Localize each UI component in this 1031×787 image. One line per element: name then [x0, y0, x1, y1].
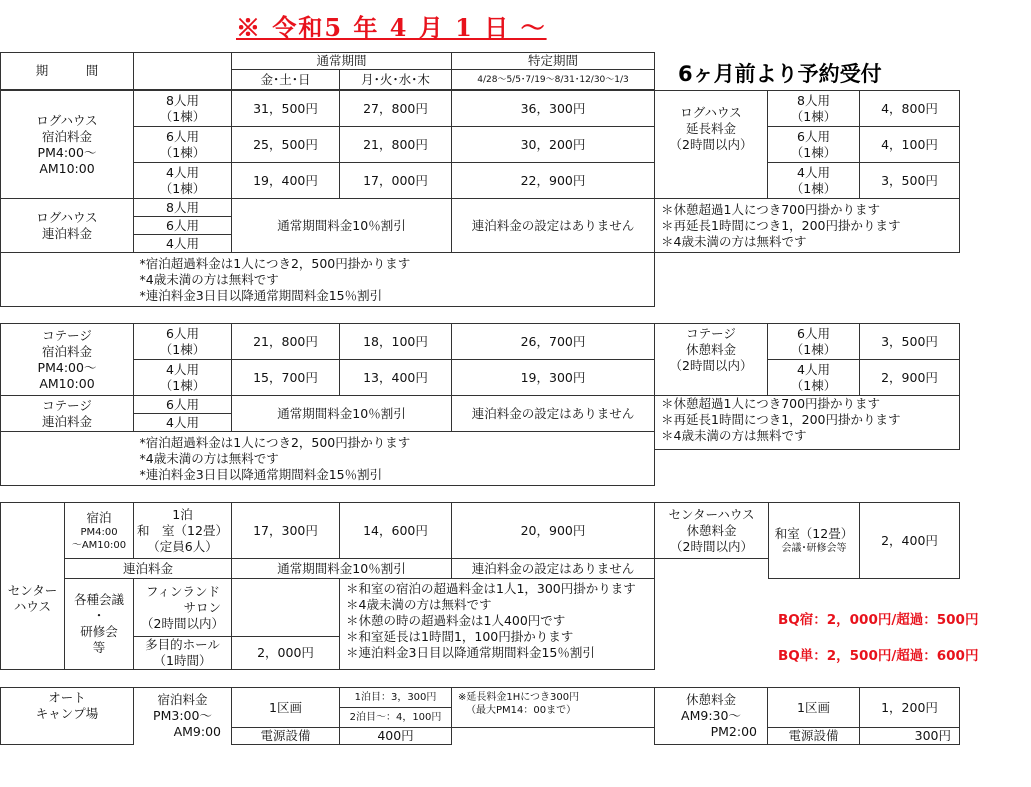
center-consec-discount: 通常期間料金10％割引 — [232, 559, 452, 579]
log-8-special: 36，300円 — [452, 91, 655, 127]
cottage-6-special: 26，700円 — [452, 324, 655, 360]
center-rest-label: センターハウス 休憩料金 （2時間以内） — [655, 503, 769, 559]
log-6-special: 30，200円 — [452, 127, 655, 163]
camp-night1: 1泊目：3，300円 — [340, 688, 452, 708]
camp-ext-note: ※延長料金1Hにつき300円 （最大PM14：00まで） — [452, 688, 655, 728]
camp-rest-price: 1，200円 — [860, 688, 960, 728]
log-ext-size-4: 4人用 （1棟） — [768, 163, 860, 199]
reservation-notice: 6ヶ月前より予約受付 — [678, 62, 882, 86]
log-extension-table — [654, 90, 960, 253]
log-6-mon: 21，800円 — [340, 127, 452, 163]
log-4-special: 22，900円 — [452, 163, 655, 199]
cottage-rest-label: コテージ 休憩料金 （2時間以内） — [655, 324, 768, 396]
cottage-4-fri: 15，700円 — [232, 360, 340, 396]
period-header: 期 間 — [1, 53, 134, 90]
center-room: 1泊 和 室（12畳） （定員6人） — [134, 503, 232, 559]
log-extension-label: ログハウス 延長料金 （2時間以内） — [655, 91, 768, 199]
center-meeting-label: 各種会議 ・ 研修会 等 — [65, 579, 134, 670]
log-size-8: 8人用 （1棟） — [134, 91, 232, 127]
log-size-4: 4人用 （1棟） — [134, 163, 232, 199]
cottage-4-mon: 13，400円 — [340, 360, 452, 396]
page-title: ※ 令和5 年 4 月 1 日 ～ — [236, 13, 547, 42]
log-4-fri: 19，400円 — [232, 163, 340, 199]
center-rest-table — [768, 502, 960, 579]
center-hall-price: 2，000円 — [232, 637, 340, 670]
camp-rest-label: 休憩料金 AM9:30～ PM2:00 — [655, 688, 768, 745]
center-special: 20，900円 — [452, 503, 655, 559]
cottage-table — [0, 323, 655, 486]
cottage-right-notes: ＊休憩超過1人につき700円掛かります ＊再延長1時間につき1，200円掛かります ＊4歳未満の方は無料です — [655, 396, 960, 450]
camp-unit: 1区画 — [232, 688, 340, 728]
center-notes: ＊和室の宿泊の超過料金は1人1，300円掛かります ＊4歳未満の方は無料です ＊休憩の時の超過料金は1人400円です ＊和室延長は1時間1，100円掛かります ＊連泊料金3日目以降通常期間料金15％割引 — [340, 579, 655, 670]
center-consec-none: 連泊料金の設定はありません — [452, 559, 655, 579]
camp-rest-table — [654, 687, 960, 745]
cottage-consec-discount: 通常期間料金10％割引 — [232, 396, 452, 432]
center-consec-label: 連泊料金 — [65, 559, 232, 579]
log-consec-size-6: 6人用 — [134, 217, 232, 235]
log-4-mon: 17，000円 — [340, 163, 452, 199]
cottage-notes: *宿泊超過料金は1人につき2，500円掛かります *4歳未満の方は無料です *連泊料金3日目以降通常期間料金15％割引 — [134, 432, 655, 486]
cottage-consec-size-6: 6人用 — [134, 396, 232, 414]
cottage-rest-4-price: 2，900円 — [860, 360, 960, 396]
normal-period-header: 通常期間 — [232, 53, 452, 70]
center-stay-label: 宿泊 PM4:00 ～AM10:00 — [65, 503, 134, 559]
center-fri: 17，300円 — [232, 503, 340, 559]
center-mon: 14，600円 — [340, 503, 452, 559]
cottage-consec-label: コテージ 連泊料金 — [1, 396, 134, 432]
center-rest-price: 2，400円 — [860, 503, 960, 579]
cottage-rest-size-4: 4人用 （1棟） — [768, 360, 860, 396]
cottage-rest-6-price: 3，500円 — [860, 324, 960, 360]
cottage-rest-table — [654, 323, 960, 450]
camp-rest-power: 電源設備 — [768, 728, 860, 745]
log-consec-label: ログハウス 連泊料金 — [1, 199, 134, 253]
log-consec-size-4: 4人用 — [134, 235, 232, 253]
camp-power: 電源設備 — [232, 728, 340, 745]
bq-single-price: BQ単：2，500円/超過：600円 — [778, 648, 979, 664]
log-notes: *宿泊超過料金は1人につき2，500円掛かります *4歳未満の方は無料です *連泊料金3日目以降通常期間料金15％割引 — [134, 253, 655, 307]
auto-camp-table — [0, 687, 655, 745]
camp-rest-unit: 1区画 — [768, 688, 860, 728]
log-8-mon: 27，800円 — [340, 91, 452, 127]
log-consec-none: 連泊料金の設定はありません — [452, 199, 655, 253]
cottage-size-4: 4人用 （1棟） — [134, 360, 232, 396]
log-consec-discount: 通常期間料金10％割引 — [232, 199, 452, 253]
camp-rest-power-price: 300円 — [860, 728, 960, 745]
cottage-6-fri: 21，800円 — [232, 324, 340, 360]
log-house-table — [0, 90, 655, 307]
cottage-4-special: 19，300円 — [452, 360, 655, 396]
cottage-label: コテージ 宿泊料金 PM4:00～ AM10:00 — [1, 324, 134, 396]
fri-sat-sun-header: 金･土･日 — [232, 70, 340, 90]
center-hall: 多目的ホール （1時間） — [134, 637, 232, 670]
log-right-notes: ＊休憩超過1人につき700円掛かります ＊再延長1時間につき1，200円掛かります ＊4歳未満の方は無料です — [655, 199, 960, 253]
center-house-table — [0, 502, 769, 670]
cottage-consec-none: 連泊料金の設定はありません — [452, 396, 655, 432]
camp-power-price: 400円 — [340, 728, 452, 745]
center-salon: フィンランド サロン （2時間以内） — [134, 579, 232, 637]
log-ext-8-price: 4，800円 — [860, 91, 960, 127]
log-consec-size-8: 8人用 — [134, 199, 232, 217]
log-8-fri: 31，500円 — [232, 91, 340, 127]
camp-night2: 2泊目～：4，100円 — [340, 708, 452, 728]
auto-camp-label: オート キャンプ場 — [1, 688, 134, 745]
camp-stay-label: 宿泊料金 PM3:00～ AM9:00 — [134, 688, 232, 745]
log-ext-size-8: 8人用 （1棟） — [768, 91, 860, 127]
bq-stay-price: BQ宿：2，000円/超過：500円 — [778, 612, 979, 628]
special-dates: 4/28～5/5･7/19～8/31･12/30～1/3 — [452, 70, 655, 90]
log-ext-size-6: 6人用 （1棟） — [768, 127, 860, 163]
cottage-consec-size-4: 4人用 — [134, 414, 232, 432]
log-size-6: 6人用 （1棟） — [134, 127, 232, 163]
mon-thu-header: 月･火･水･木 — [340, 70, 452, 90]
center-house-label: センター ハウス — [1, 503, 65, 670]
special-period-header: 特定期間 — [452, 53, 655, 70]
cottage-6-mon: 18，100円 — [340, 324, 452, 360]
log-6-fri: 25，500円 — [232, 127, 340, 163]
log-ext-4-price: 3，500円 — [860, 163, 960, 199]
log-ext-6-price: 4，100円 — [860, 127, 960, 163]
cottage-rest-size-6: 6人用 （1棟） — [768, 324, 860, 360]
center-rest-room: 和室（12畳） 会議･研修会等 — [769, 503, 860, 579]
cottage-size-6: 6人用 （1棟） — [134, 324, 232, 360]
log-house-label: ログハウス 宿泊料金 PM4:00～ AM10:00 — [1, 91, 134, 199]
